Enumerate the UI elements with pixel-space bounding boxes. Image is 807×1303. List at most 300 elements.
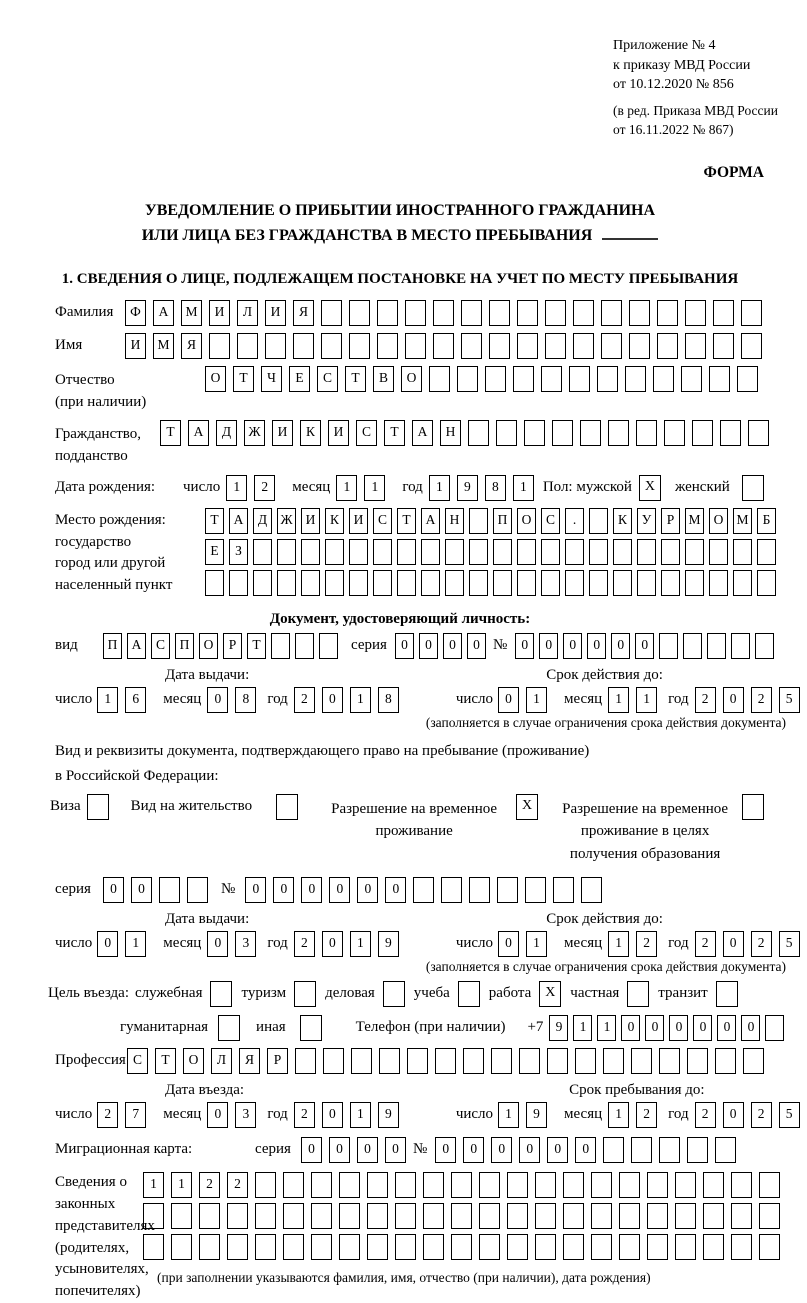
char-cell[interactable]: 2 [294,931,315,957]
char-cell[interactable] [659,633,678,659]
char-cell[interactable] [659,1137,680,1163]
char-cell[interactable] [295,633,314,659]
char-cell[interactable] [647,1203,668,1229]
char-cell[interactable]: 1 [350,931,371,957]
char-cell[interactable] [325,570,344,596]
char-cell[interactable] [395,1172,416,1198]
char-cell[interactable] [143,1203,164,1229]
char-cell[interactable]: 0 [539,633,558,659]
char-cell[interactable]: С [356,420,377,446]
char-cell[interactable] [715,1048,736,1074]
sex-male-checkbox[interactable]: X [639,475,661,501]
char-cell[interactable]: 2 [695,931,716,957]
char-cell[interactable]: У [637,508,656,534]
char-cell[interactable] [580,420,601,446]
char-cell[interactable]: 8 [485,475,506,501]
char-cell[interactable] [685,333,706,359]
char-cell[interactable]: М [181,300,202,326]
char-cell[interactable]: 9 [526,1102,547,1128]
char-cell[interactable] [301,570,320,596]
char-cell[interactable]: 2 [751,1102,772,1128]
char-cell[interactable]: 0 [245,877,266,903]
char-cell[interactable] [441,877,462,903]
char-cell[interactable] [573,333,594,359]
char-cell[interactable]: З [229,539,248,565]
purpose-humanitarian-checkbox[interactable] [218,1015,240,1041]
char-cell[interactable]: 1 [526,931,547,957]
char-cell[interactable]: И [209,300,230,326]
char-cell[interactable] [463,1048,484,1074]
char-cell[interactable] [407,1048,428,1074]
char-cell[interactable] [451,1172,472,1198]
char-cell[interactable]: 0 [635,633,654,659]
char-cell[interactable] [349,333,370,359]
char-cell[interactable]: Н [445,508,464,534]
char-cell[interactable] [589,508,608,534]
char-cell[interactable] [748,420,769,446]
char-cell[interactable]: 2 [636,1102,657,1128]
char-cell[interactable]: 3 [235,1102,256,1128]
char-cell[interactable]: О [183,1048,204,1074]
char-cell[interactable]: Т [384,420,405,446]
char-cell[interactable] [631,1048,652,1074]
char-cell[interactable] [757,570,776,596]
char-cell[interactable] [209,333,230,359]
char-cell[interactable] [709,539,728,565]
char-cell[interactable] [597,366,618,392]
char-cell[interactable] [619,1172,640,1198]
char-cell[interactable] [229,570,248,596]
char-cell[interactable] [547,1048,568,1074]
char-cell[interactable]: И [328,420,349,446]
char-cell[interactable] [507,1234,528,1260]
char-cell[interactable] [603,1048,624,1074]
char-cell[interactable]: Я [239,1048,260,1074]
char-cell[interactable]: К [325,508,344,534]
char-cell[interactable] [301,539,320,565]
char-cell[interactable]: 0 [357,877,378,903]
char-cell[interactable] [283,1172,304,1198]
char-cell[interactable] [451,1234,472,1260]
char-cell[interactable]: К [613,508,632,534]
char-cell[interactable]: Т [345,366,366,392]
char-cell[interactable] [435,1048,456,1074]
char-cell[interactable] [657,300,678,326]
char-cell[interactable] [565,570,584,596]
char-cell[interactable] [433,333,454,359]
temp-residence-checkbox[interactable]: X [516,794,538,820]
purpose-official-checkbox[interactable] [210,981,232,1007]
char-cell[interactable]: 3 [235,931,256,957]
char-cell[interactable] [713,300,734,326]
char-cell[interactable]: 1 [171,1172,192,1198]
char-cell[interactable] [675,1234,696,1260]
char-cell[interactable] [277,539,296,565]
char-cell[interactable] [703,1203,724,1229]
char-cell[interactable] [421,539,440,565]
char-cell[interactable] [661,539,680,565]
purpose-study-checkbox[interactable] [458,981,480,1007]
char-cell[interactable]: 0 [723,1102,744,1128]
char-cell[interactable]: 0 [669,1015,688,1041]
char-cell[interactable] [581,877,602,903]
char-cell[interactable]: 0 [207,1102,228,1128]
char-cell[interactable]: Ж [277,508,296,534]
char-cell[interactable] [433,300,454,326]
char-cell[interactable] [591,1234,612,1260]
char-cell[interactable]: 0 [301,1137,322,1163]
char-cell[interactable]: 2 [695,1102,716,1128]
char-cell[interactable] [489,333,510,359]
char-cell[interactable] [159,877,180,903]
char-cell[interactable] [379,1048,400,1074]
char-cell[interactable] [743,1048,764,1074]
char-cell[interactable]: А [127,633,146,659]
char-cell[interactable] [199,1203,220,1229]
char-cell[interactable]: 2 [751,931,772,957]
char-cell[interactable]: 0 [717,1015,736,1041]
char-cell[interactable] [283,1234,304,1260]
char-cell[interactable]: Р [661,508,680,534]
char-cell[interactable]: 0 [498,687,519,713]
char-cell[interactable]: 0 [621,1015,640,1041]
char-cell[interactable] [685,570,704,596]
char-cell[interactable]: 1 [350,687,371,713]
char-cell[interactable] [664,420,685,446]
char-cell[interactable] [493,539,512,565]
char-cell[interactable] [553,877,574,903]
char-cell[interactable] [517,300,538,326]
char-cell[interactable]: 1 [143,1172,164,1198]
char-cell[interactable] [625,366,646,392]
char-cell[interactable]: 9 [378,1102,399,1128]
char-cell[interactable] [367,1203,388,1229]
char-cell[interactable] [601,300,622,326]
char-cell[interactable]: Т [160,420,181,446]
char-cell[interactable] [253,570,272,596]
char-cell[interactable] [271,633,290,659]
char-cell[interactable] [319,633,338,659]
char-cell[interactable]: 1 [226,475,247,501]
char-cell[interactable]: Т [247,633,266,659]
char-cell[interactable]: 0 [491,1137,512,1163]
char-cell[interactable]: О [517,508,536,534]
char-cell[interactable]: 2 [199,1172,220,1198]
char-cell[interactable] [311,1172,332,1198]
char-cell[interactable] [563,1172,584,1198]
char-cell[interactable]: И [265,300,286,326]
char-cell[interactable] [413,877,434,903]
char-cell[interactable]: 2 [254,475,275,501]
char-cell[interactable]: 1 [597,1015,616,1041]
char-cell[interactable]: 1 [364,475,385,501]
char-cell[interactable] [423,1234,444,1260]
char-cell[interactable]: М [733,508,752,534]
char-cell[interactable]: А [412,420,433,446]
char-cell[interactable] [377,300,398,326]
char-cell[interactable] [692,420,713,446]
char-cell[interactable] [469,508,488,534]
char-cell[interactable] [469,877,490,903]
char-cell[interactable]: 0 [519,1137,540,1163]
char-cell[interactable]: Ф [125,300,146,326]
char-cell[interactable] [563,1234,584,1260]
char-cell[interactable] [575,1048,596,1074]
char-cell[interactable] [421,570,440,596]
char-cell[interactable]: Е [205,539,224,565]
char-cell[interactable] [469,570,488,596]
char-cell[interactable] [311,1203,332,1229]
char-cell[interactable]: И [125,333,146,359]
char-cell[interactable]: 7 [125,1102,146,1128]
char-cell[interactable]: С [127,1048,148,1074]
purpose-transit-checkbox[interactable] [716,981,738,1007]
char-cell[interactable]: Л [237,300,258,326]
char-cell[interactable] [373,570,392,596]
char-cell[interactable] [469,539,488,565]
char-cell[interactable]: А [229,508,248,534]
char-cell[interactable] [468,420,489,446]
char-cell[interactable] [707,633,726,659]
char-cell[interactable] [445,539,464,565]
char-cell[interactable] [653,366,674,392]
char-cell[interactable]: 1 [608,1102,629,1128]
char-cell[interactable]: С [317,366,338,392]
char-cell[interactable]: Д [216,420,237,446]
char-cell[interactable] [199,1234,220,1260]
char-cell[interactable]: 0 [322,687,343,713]
char-cell[interactable] [377,333,398,359]
char-cell[interactable] [517,570,536,596]
char-cell[interactable] [445,570,464,596]
char-cell[interactable] [733,539,752,565]
char-cell[interactable] [737,366,758,392]
char-cell[interactable] [613,570,632,596]
char-cell[interactable] [731,1172,752,1198]
char-cell[interactable] [535,1234,556,1260]
char-cell[interactable]: 1 [336,475,357,501]
char-cell[interactable] [485,366,506,392]
char-cell[interactable] [545,300,566,326]
char-cell[interactable] [759,1203,780,1229]
char-cell[interactable]: О [709,508,728,534]
char-cell[interactable] [759,1234,780,1260]
char-cell[interactable]: 0 [385,1137,406,1163]
char-cell[interactable] [395,1203,416,1229]
char-cell[interactable]: Я [181,333,202,359]
char-cell[interactable] [591,1172,612,1198]
char-cell[interactable]: 2 [636,931,657,957]
char-cell[interactable]: С [151,633,170,659]
char-cell[interactable] [517,333,538,359]
char-cell[interactable]: 0 [723,931,744,957]
char-cell[interactable] [703,1172,724,1198]
char-cell[interactable]: Т [397,508,416,534]
char-cell[interactable] [535,1172,556,1198]
char-cell[interactable] [507,1203,528,1229]
char-cell[interactable] [253,539,272,565]
char-cell[interactable] [619,1203,640,1229]
char-cell[interactable] [479,1203,500,1229]
char-cell[interactable] [741,333,762,359]
char-cell[interactable]: 6 [125,687,146,713]
char-cell[interactable] [541,366,562,392]
char-cell[interactable]: 5 [779,1102,800,1128]
char-cell[interactable] [703,1234,724,1260]
char-cell[interactable] [405,333,426,359]
char-cell[interactable]: Ж [244,420,265,446]
char-cell[interactable] [321,333,342,359]
char-cell[interactable] [429,366,450,392]
title-blank-underline[interactable] [602,224,658,240]
char-cell[interactable] [685,300,706,326]
char-cell[interactable] [675,1203,696,1229]
char-cell[interactable]: 8 [378,687,399,713]
char-cell[interactable] [541,570,560,596]
char-cell[interactable]: 0 [322,931,343,957]
char-cell[interactable] [765,1015,784,1041]
char-cell[interactable]: Т [155,1048,176,1074]
char-cell[interactable] [325,539,344,565]
char-cell[interactable] [349,570,368,596]
char-cell[interactable] [757,539,776,565]
char-cell[interactable] [227,1234,248,1260]
purpose-tourism-checkbox[interactable] [294,981,316,1007]
char-cell[interactable]: И [272,420,293,446]
char-cell[interactable] [373,539,392,565]
char-cell[interactable] [171,1234,192,1260]
char-cell[interactable] [657,333,678,359]
char-cell[interactable] [535,1203,556,1229]
char-cell[interactable] [713,333,734,359]
char-cell[interactable] [507,1172,528,1198]
char-cell[interactable]: 0 [395,633,414,659]
char-cell[interactable] [497,877,518,903]
char-cell[interactable] [171,1203,192,1229]
char-cell[interactable]: Р [267,1048,288,1074]
char-cell[interactable] [491,1048,512,1074]
char-cell[interactable] [687,1137,708,1163]
char-cell[interactable] [661,570,680,596]
char-cell[interactable] [367,1234,388,1260]
char-cell[interactable] [541,539,560,565]
char-cell[interactable] [589,570,608,596]
char-cell[interactable] [687,1048,708,1074]
char-cell[interactable]: 1 [498,1102,519,1128]
char-cell[interactable] [619,1234,640,1260]
char-cell[interactable] [339,1203,360,1229]
char-cell[interactable]: 0 [435,1137,456,1163]
char-cell[interactable] [479,1172,500,1198]
char-cell[interactable]: К [300,420,321,446]
char-cell[interactable] [715,1137,736,1163]
char-cell[interactable]: Б [757,508,776,534]
char-cell[interactable]: В [373,366,394,392]
char-cell[interactable] [759,1172,780,1198]
char-cell[interactable]: 2 [294,687,315,713]
char-cell[interactable] [397,539,416,565]
char-cell[interactable] [293,333,314,359]
char-cell[interactable] [637,570,656,596]
char-cell[interactable]: О [401,366,422,392]
char-cell[interactable]: . [565,508,584,534]
char-cell[interactable] [569,366,590,392]
char-cell[interactable]: 0 [741,1015,760,1041]
char-cell[interactable] [255,1234,276,1260]
char-cell[interactable] [255,1203,276,1229]
char-cell[interactable]: 2 [695,687,716,713]
char-cell[interactable]: Ч [261,366,282,392]
char-cell[interactable] [489,300,510,326]
char-cell[interactable] [397,570,416,596]
char-cell[interactable]: О [205,366,226,392]
visa-checkbox[interactable] [87,794,109,820]
char-cell[interactable] [367,1172,388,1198]
char-cell[interactable] [637,539,656,565]
char-cell[interactable]: 0 [498,931,519,957]
char-cell[interactable] [517,539,536,565]
char-cell[interactable]: О [199,633,218,659]
char-cell[interactable]: 0 [273,877,294,903]
char-cell[interactable] [731,1203,752,1229]
char-cell[interactable] [423,1172,444,1198]
char-cell[interactable] [525,877,546,903]
char-cell[interactable]: М [685,508,704,534]
char-cell[interactable] [339,1172,360,1198]
char-cell[interactable] [349,300,370,326]
char-cell[interactable] [519,1048,540,1074]
char-cell[interactable] [681,366,702,392]
char-cell[interactable]: 0 [357,1137,378,1163]
char-cell[interactable]: 0 [463,1137,484,1163]
purpose-other-checkbox[interactable] [300,1015,322,1041]
char-cell[interactable]: 0 [97,931,118,957]
char-cell[interactable] [573,300,594,326]
char-cell[interactable]: 5 [779,931,800,957]
char-cell[interactable]: 0 [563,633,582,659]
char-cell[interactable] [451,1203,472,1229]
char-cell[interactable]: А [188,420,209,446]
char-cell[interactable] [255,1172,276,1198]
char-cell[interactable]: 1 [350,1102,371,1128]
char-cell[interactable]: 0 [322,1102,343,1128]
char-cell[interactable]: 0 [207,687,228,713]
char-cell[interactable] [589,539,608,565]
char-cell[interactable] [647,1172,668,1198]
char-cell[interactable] [613,539,632,565]
char-cell[interactable] [683,633,702,659]
char-cell[interactable]: 1 [429,475,450,501]
char-cell[interactable]: И [301,508,320,534]
char-cell[interactable]: С [541,508,560,534]
char-cell[interactable] [741,300,762,326]
char-cell[interactable] [265,333,286,359]
char-cell[interactable]: 0 [547,1137,568,1163]
char-cell[interactable]: Н [440,420,461,446]
char-cell[interactable] [321,300,342,326]
char-cell[interactable]: 8 [235,687,256,713]
char-cell[interactable]: 0 [645,1015,664,1041]
char-cell[interactable]: 0 [723,687,744,713]
char-cell[interactable]: П [175,633,194,659]
char-cell[interactable]: А [421,508,440,534]
char-cell[interactable]: 5 [779,687,800,713]
char-cell[interactable] [395,1234,416,1260]
char-cell[interactable] [423,1203,444,1229]
char-cell[interactable]: Е [289,366,310,392]
char-cell[interactable] [227,1203,248,1229]
char-cell[interactable]: 2 [97,1102,118,1128]
